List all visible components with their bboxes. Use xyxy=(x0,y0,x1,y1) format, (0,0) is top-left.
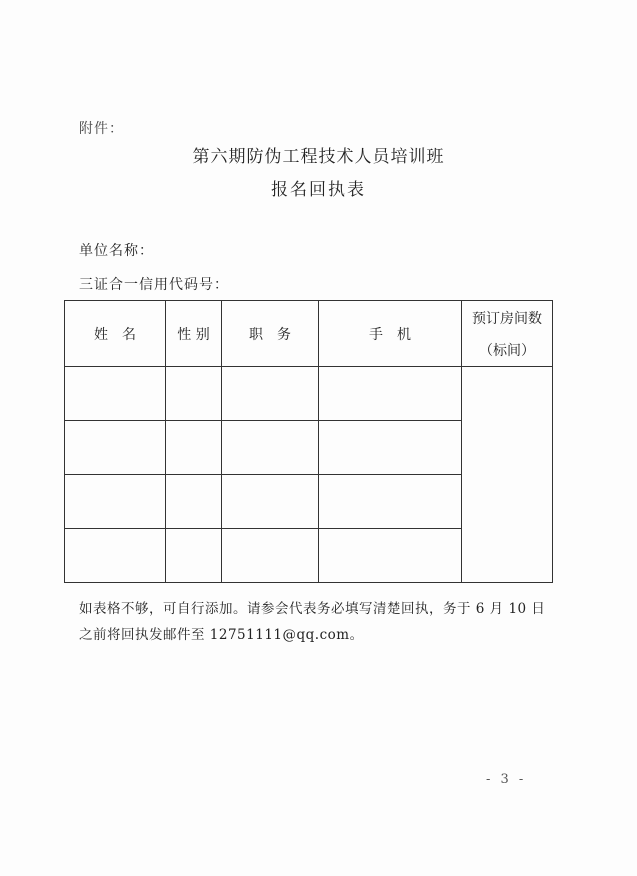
cell-mobile[interactable] xyxy=(319,475,462,529)
cell-name[interactable] xyxy=(65,367,166,421)
registration-table xyxy=(64,300,553,583)
header-position: 职 务 xyxy=(222,301,319,367)
cell-gender[interactable] xyxy=(166,421,222,475)
cell-gender[interactable] xyxy=(166,475,222,529)
header-rooms xyxy=(462,301,553,367)
cell-gender[interactable] xyxy=(166,529,222,583)
cell-mobile[interactable] xyxy=(319,529,462,583)
table-header-row xyxy=(65,301,553,367)
unit-name-label: 单位名称： xyxy=(79,243,154,259)
cell-name[interactable] xyxy=(65,421,166,475)
document-title: 第六期防伪工程技术人员培训班 xyxy=(192,147,445,167)
credit-code-label: 三证合一信用代码号： xyxy=(79,277,229,293)
table-row xyxy=(65,367,553,421)
cell-position[interactable] xyxy=(222,367,319,421)
cell-mobile[interactable] xyxy=(319,367,462,421)
document-subtitle: 报名回执表 xyxy=(271,180,366,200)
header-mobile: 手 机 xyxy=(319,301,462,367)
cell-gender[interactable] xyxy=(166,367,222,421)
cell-name[interactable] xyxy=(65,475,166,529)
header-rooms-line2: （标间） xyxy=(479,342,535,359)
attachment-label: 附件： xyxy=(79,121,124,137)
header-rooms-line1: 预订房间数 xyxy=(472,310,542,327)
cell-position[interactable] xyxy=(222,529,319,583)
cell-rooms[interactable] xyxy=(462,367,553,583)
cell-position[interactable] xyxy=(222,421,319,475)
cell-mobile[interactable] xyxy=(319,421,462,475)
page-number: - 3 - xyxy=(486,772,527,787)
header-name: 姓 名 xyxy=(65,301,166,367)
cell-name[interactable] xyxy=(65,529,166,583)
header-gender: 性 别 xyxy=(166,301,222,367)
instruction-note: 如表格不够，可自行添加。请参会代表务必填写清楚回执，务于 6 月 10 日之前将回执发邮件至 12751111@qq.com。 xyxy=(79,601,546,643)
cell-position[interactable] xyxy=(222,475,319,529)
